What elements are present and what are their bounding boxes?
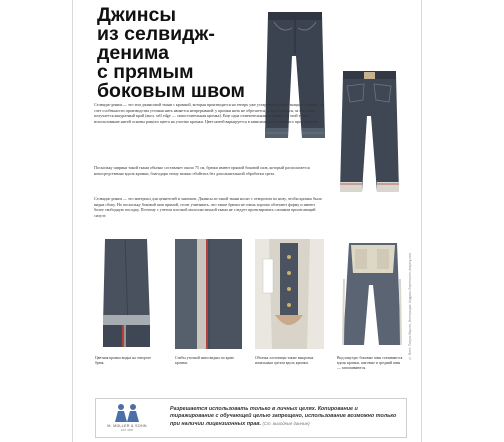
photo-gusset-inside [255,239,324,349]
title-line: Джинсы [97,4,176,26]
caption-cuff: Цветная кромка видна на отвороте брюк. [95,356,152,366]
photo-selvedge-edge [175,239,242,349]
caption-inside: Вид изнутри: боковые швы стачиваются вдоль кромки, шаговые и средний швы — запошиваются. [337,356,403,371]
license-text [170,406,402,429]
license-source: (Ст. выходные данные) [262,421,310,427]
brand-logo-mark [104,402,150,424]
brand-name: M. MÜLLER & SOHN [107,424,147,428]
paragraph-intro: Селвидж-деним — это тип джинсовой ткани с кромкой, которая производится на теперь уже устаревших узких ткацких станках. За счет особенности производства уточная нить является непрерывной: у кромки нить не обрезается, а перегибается, за счет чего получается аккуратный край (англ. self edge — самостоятельная кромка). Еще одна отличительная особенность этой ткани — использование нитей основы разного цвета на участке кромки. Цвет нитей варьируется в зависимости от ткацкого производства. [94,102,324,124]
caption-gusset: Обтачка ластовицы также выкроена начальным срезом вдоль кромки. [255,356,314,366]
photo-credit: © Фото: Патрик Ларсен, Интеграция: Андреас Бертельсен, drapery.com [408,253,412,360]
license-main: Разрешается использовать только в личных целях. Копирование и тиражирование с обучающей целью запрещено, использование возможно только при наличии лицензионных прав. [170,406,397,428]
title-line: денима [97,42,170,64]
brand-est: EST. 1890 [121,429,133,432]
title-line: из селвидж- [97,23,215,45]
photo-inside-out-jeans [337,239,407,349]
article-title [97,6,267,101]
photo-cuff-selvedge [95,239,162,349]
paragraph-connoisseurs: Селвидж-деним — это материал для ценителей и знатоков. Джинсы из такой ткани носят с отворотом по низу, чтобы кромка была видна сбоку. Но поскольку боковой шов прямой, стоит учитывать, что такие брюки не очень хорошо облегают форму и имеют более свободную посадку. Поэтому с учетом плотной малоэластичной ткани не следует проектировать слишком прилегающий силуэт. [94,196,322,218]
caption-edge: Стибы уточной нити видны по краю кромки. [175,356,234,366]
title-line: с прямым [97,61,194,83]
brand-logo [104,402,150,434]
jeans-back-photo [338,66,402,198]
license-notice [95,398,407,438]
title-line: боковым швом [97,80,245,102]
paragraph-width: Поскольку ширина такой ткани обычно составляет около 75 см, брюки имеют прямой боковой шов, который располагается непосредственно вдоль кромки, благодаря этому можно обойтись без дополнительной обработки среза. [94,165,310,176]
